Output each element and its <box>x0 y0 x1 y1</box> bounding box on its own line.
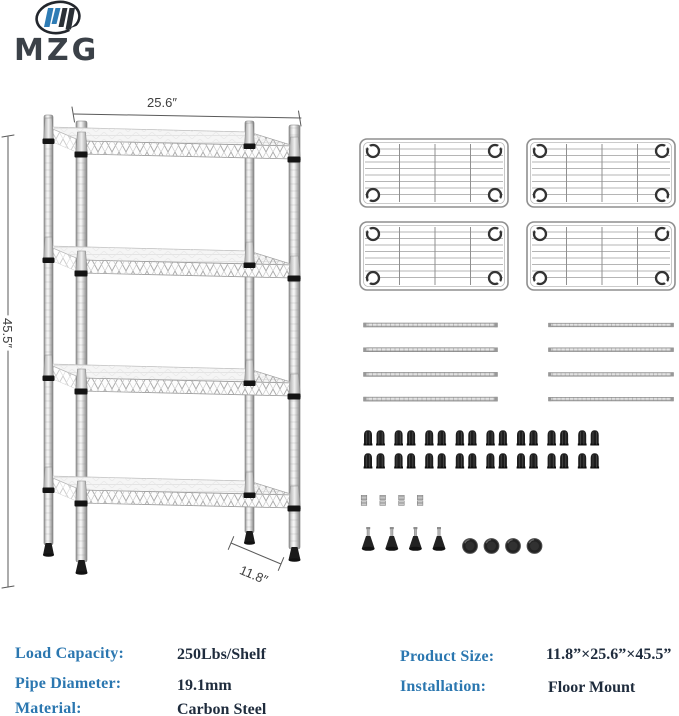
sleeve-clip <box>394 453 403 468</box>
foot-cap <box>484 539 499 554</box>
sleeve-clip <box>547 430 556 445</box>
brand-wordmark: MZG <box>14 33 100 68</box>
assembled-shelf-diagram <box>0 85 335 600</box>
wire-shelf <box>360 222 508 290</box>
spec-label-product-size: Product Size: <box>400 648 495 665</box>
sleeve-clip <box>468 453 477 468</box>
sleeve-clip <box>486 430 495 445</box>
spec-label-material: Material: <box>15 700 82 716</box>
connector-screw <box>417 495 423 505</box>
leveling-foot <box>385 527 398 551</box>
connector-screw <box>399 495 405 505</box>
brand-logo <box>8 0 138 68</box>
spec-label-pipe-diameter: Pipe Diameter: <box>15 675 122 692</box>
wire-shelf <box>527 222 675 290</box>
sleeve-clip <box>376 430 385 445</box>
spec-value-installation: Floor Mount <box>548 679 636 696</box>
sleeve-clip <box>547 453 556 468</box>
sleeve-clip <box>578 430 587 445</box>
connector-screw <box>380 495 386 505</box>
width-dimension-label: 25.6″ <box>147 95 177 110</box>
sleeve-clip <box>407 453 416 468</box>
spec-label-load-capacity: Load Capacity: <box>15 645 125 662</box>
sleeve-clip <box>499 453 508 468</box>
parts-diagram <box>345 125 679 575</box>
leveling-foot <box>362 527 375 551</box>
sleeve-clip <box>529 430 538 445</box>
sleeve-clip <box>376 453 385 468</box>
mzg-monogram-icon <box>35 0 87 37</box>
sleeve-clip <box>468 430 477 445</box>
depth-dimension-label: 11.8″ <box>237 562 271 588</box>
sleeve-clip <box>437 430 446 445</box>
sleeve-clip <box>499 430 508 445</box>
leveling-foot <box>409 527 422 551</box>
pole-segment <box>364 323 498 327</box>
height-dimension-label: 45.5″ <box>0 318 15 348</box>
sleeve-clip <box>407 430 416 445</box>
foot-cap <box>527 539 542 554</box>
sleeve-clip <box>394 430 403 445</box>
sleeve-clip <box>455 430 464 445</box>
foot-cap <box>506 539 521 554</box>
sleeve-clip <box>364 430 373 445</box>
sleeve-clip <box>517 430 526 445</box>
wire-shelf <box>527 139 675 207</box>
sleeve-clip <box>560 430 569 445</box>
sleeve-clip <box>578 453 587 468</box>
sleeve-clip <box>486 453 495 468</box>
wire-shelf <box>360 139 508 207</box>
sleeve-clip <box>517 453 526 468</box>
pole-segment <box>364 348 498 352</box>
pole-segment <box>364 372 498 376</box>
sleeve-clip <box>425 453 434 468</box>
spec-value-product-size: 11.8”×25.6”×45.5” <box>546 646 672 663</box>
sleeve-clip <box>590 453 599 468</box>
pole-segment <box>548 397 673 401</box>
leveling-foot <box>433 527 446 551</box>
sleeve-clip <box>560 453 569 468</box>
sleeve-clip <box>529 453 538 468</box>
sleeve-clip <box>437 453 446 468</box>
pole-segment <box>548 372 673 376</box>
spec-value-pipe-diameter: 19.1mm <box>177 677 232 694</box>
spec-label-installation: Installation: <box>400 678 487 695</box>
spec-value-material: Carbon Steel <box>177 701 267 716</box>
sleeve-clip <box>455 453 464 468</box>
sleeve-clip <box>425 430 434 445</box>
pole-segment <box>364 397 498 401</box>
pole-segment <box>548 323 673 327</box>
foot-cap <box>463 539 478 554</box>
sleeve-clip <box>364 453 373 468</box>
connector-screw <box>361 495 367 505</box>
sleeve-clip <box>590 430 599 445</box>
spec-value-load-capacity: 250Lbs/Shelf <box>177 646 266 663</box>
pole-segment <box>548 348 673 352</box>
